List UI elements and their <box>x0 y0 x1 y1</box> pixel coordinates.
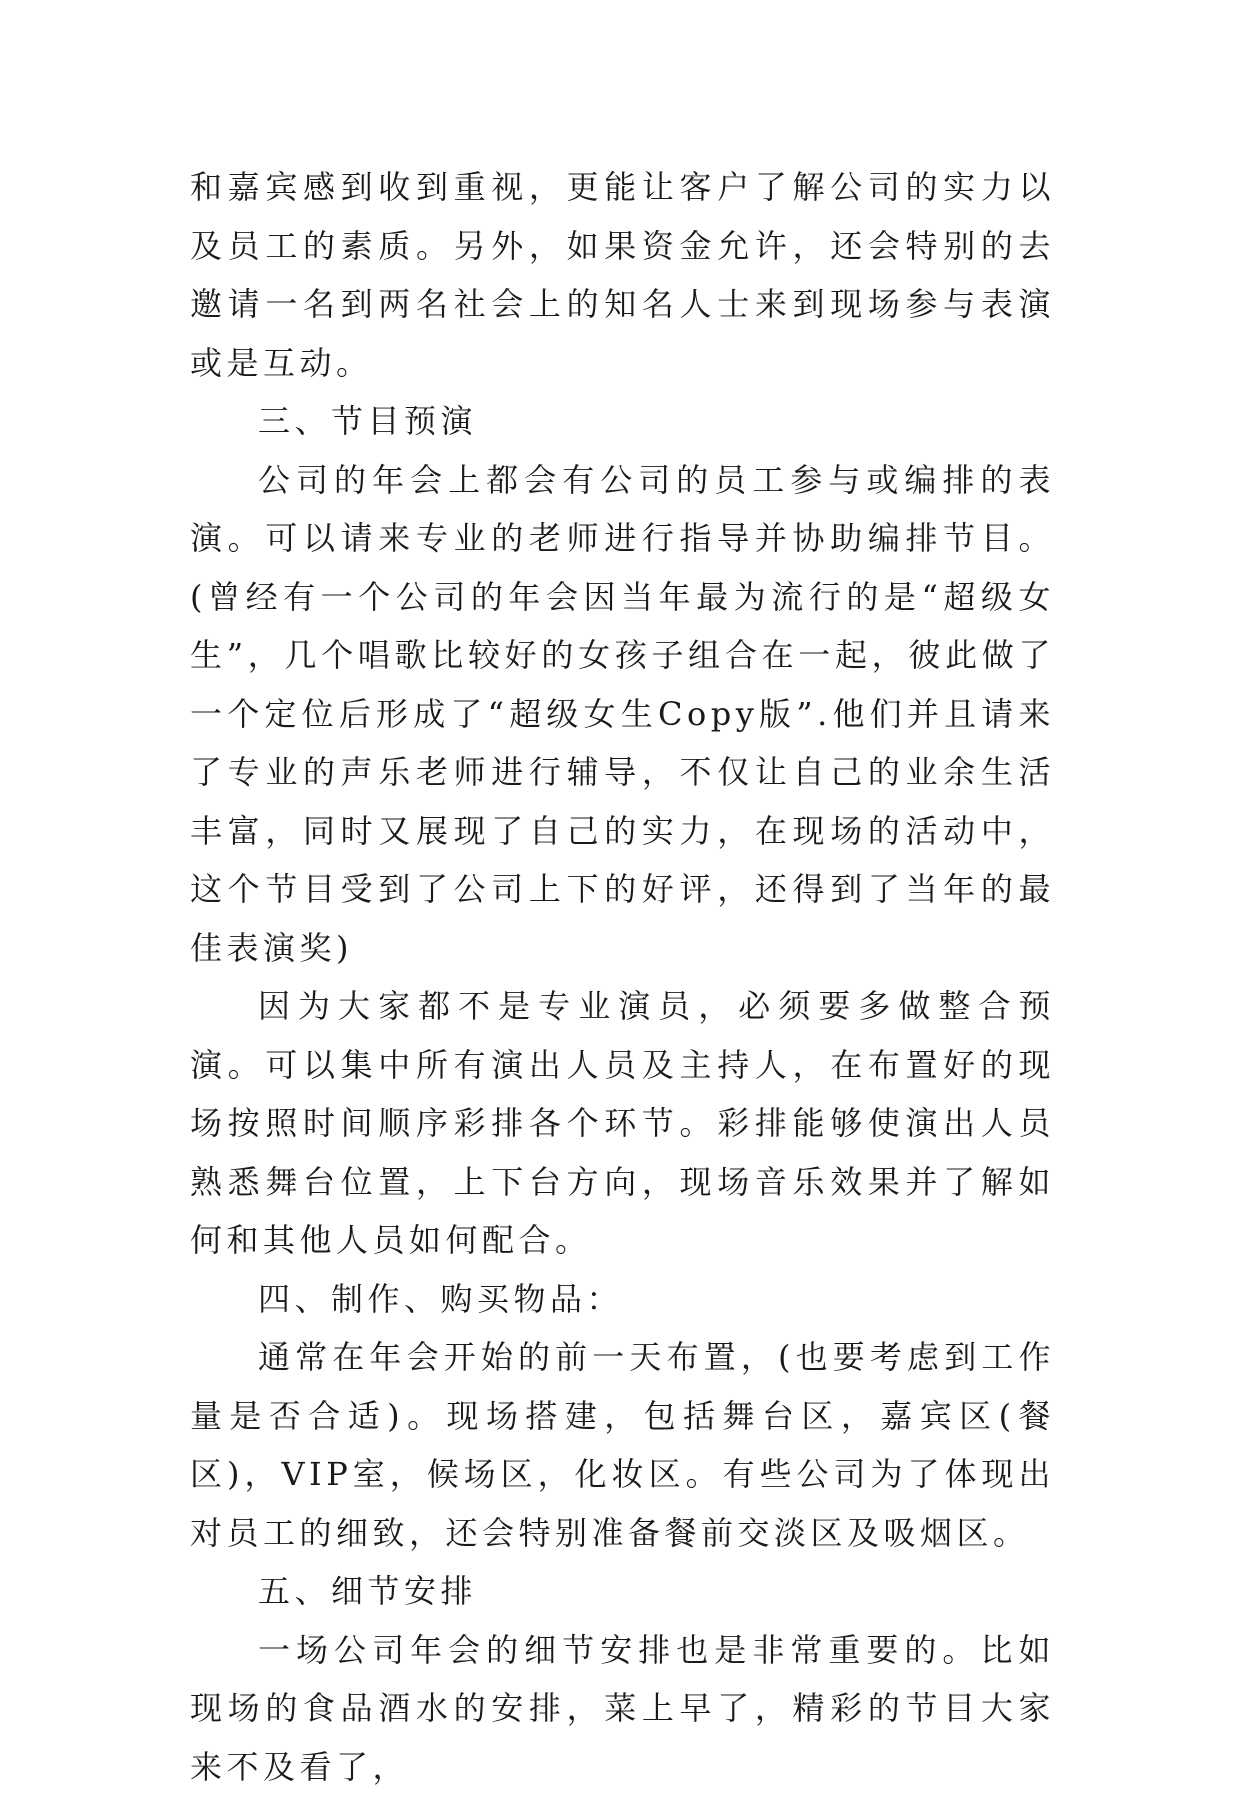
paragraph-intro: 和嘉宾感到收到重视，更能让客户了解公司的实力以及员工的素质。另外，如果资金允许，还会特别的去邀请一名到两名社会上的知名人士来到现场参与表演或是互动。 <box>190 158 1055 392</box>
paragraph-details: 一场公司年会的细节安排也是非常重要的。比如现场的食品酒水的安排，菜上早了，精彩的节目大家来不及看了， <box>190 1621 1055 1796</box>
section-heading-4: 四、制作、购买物品： <box>190 1270 1055 1329</box>
section-heading-3: 三、节目预演 <box>190 392 1055 451</box>
section-heading-5: 五、细节安排 <box>190 1562 1055 1621</box>
paragraph-venue-setup: 通常在年会开始的前一天布置，(也要考虑到工作量是否合适)。现场搭建，包括舞台区，嘉宾区(餐区)，VIP室，候场区，化妆区。有些公司为了体现出对员工的细致，还会特别准备餐前交淡区及吸烟区。 <box>190 1328 1055 1562</box>
paragraph-rehearsal: 因为大家都不是专业演员，必须要多做整合预演。可以集中所有演出人员及主持人，在布置好的现场按照时间顺序彩排各个环节。彩排能够使演出人员熟悉舞台位置，上下台方向，现场音乐效果并了解如何和其他人员如何配合。 <box>190 977 1055 1270</box>
document-body <box>190 158 1055 1796</box>
paragraph-program-performance: 公司的年会上都会有公司的员工参与或编排的表演。可以请来专业的老师进行指导并协助编排节目。(曾经有一个公司的年会因当年最为流行的是“超级女生”，几个唱歌比较好的女孩子组合在一起，彼此做了一个定位后形成了“超级女生Copy版”.他们并且请来了专业的声乐老师进行辅导，不仅让自己的业余生活丰富，同时又展现了自己的实力，在现场的活动中，这个节目受到了公司上下的好评，还得到了当年的最佳表演奖) <box>190 451 1055 978</box>
